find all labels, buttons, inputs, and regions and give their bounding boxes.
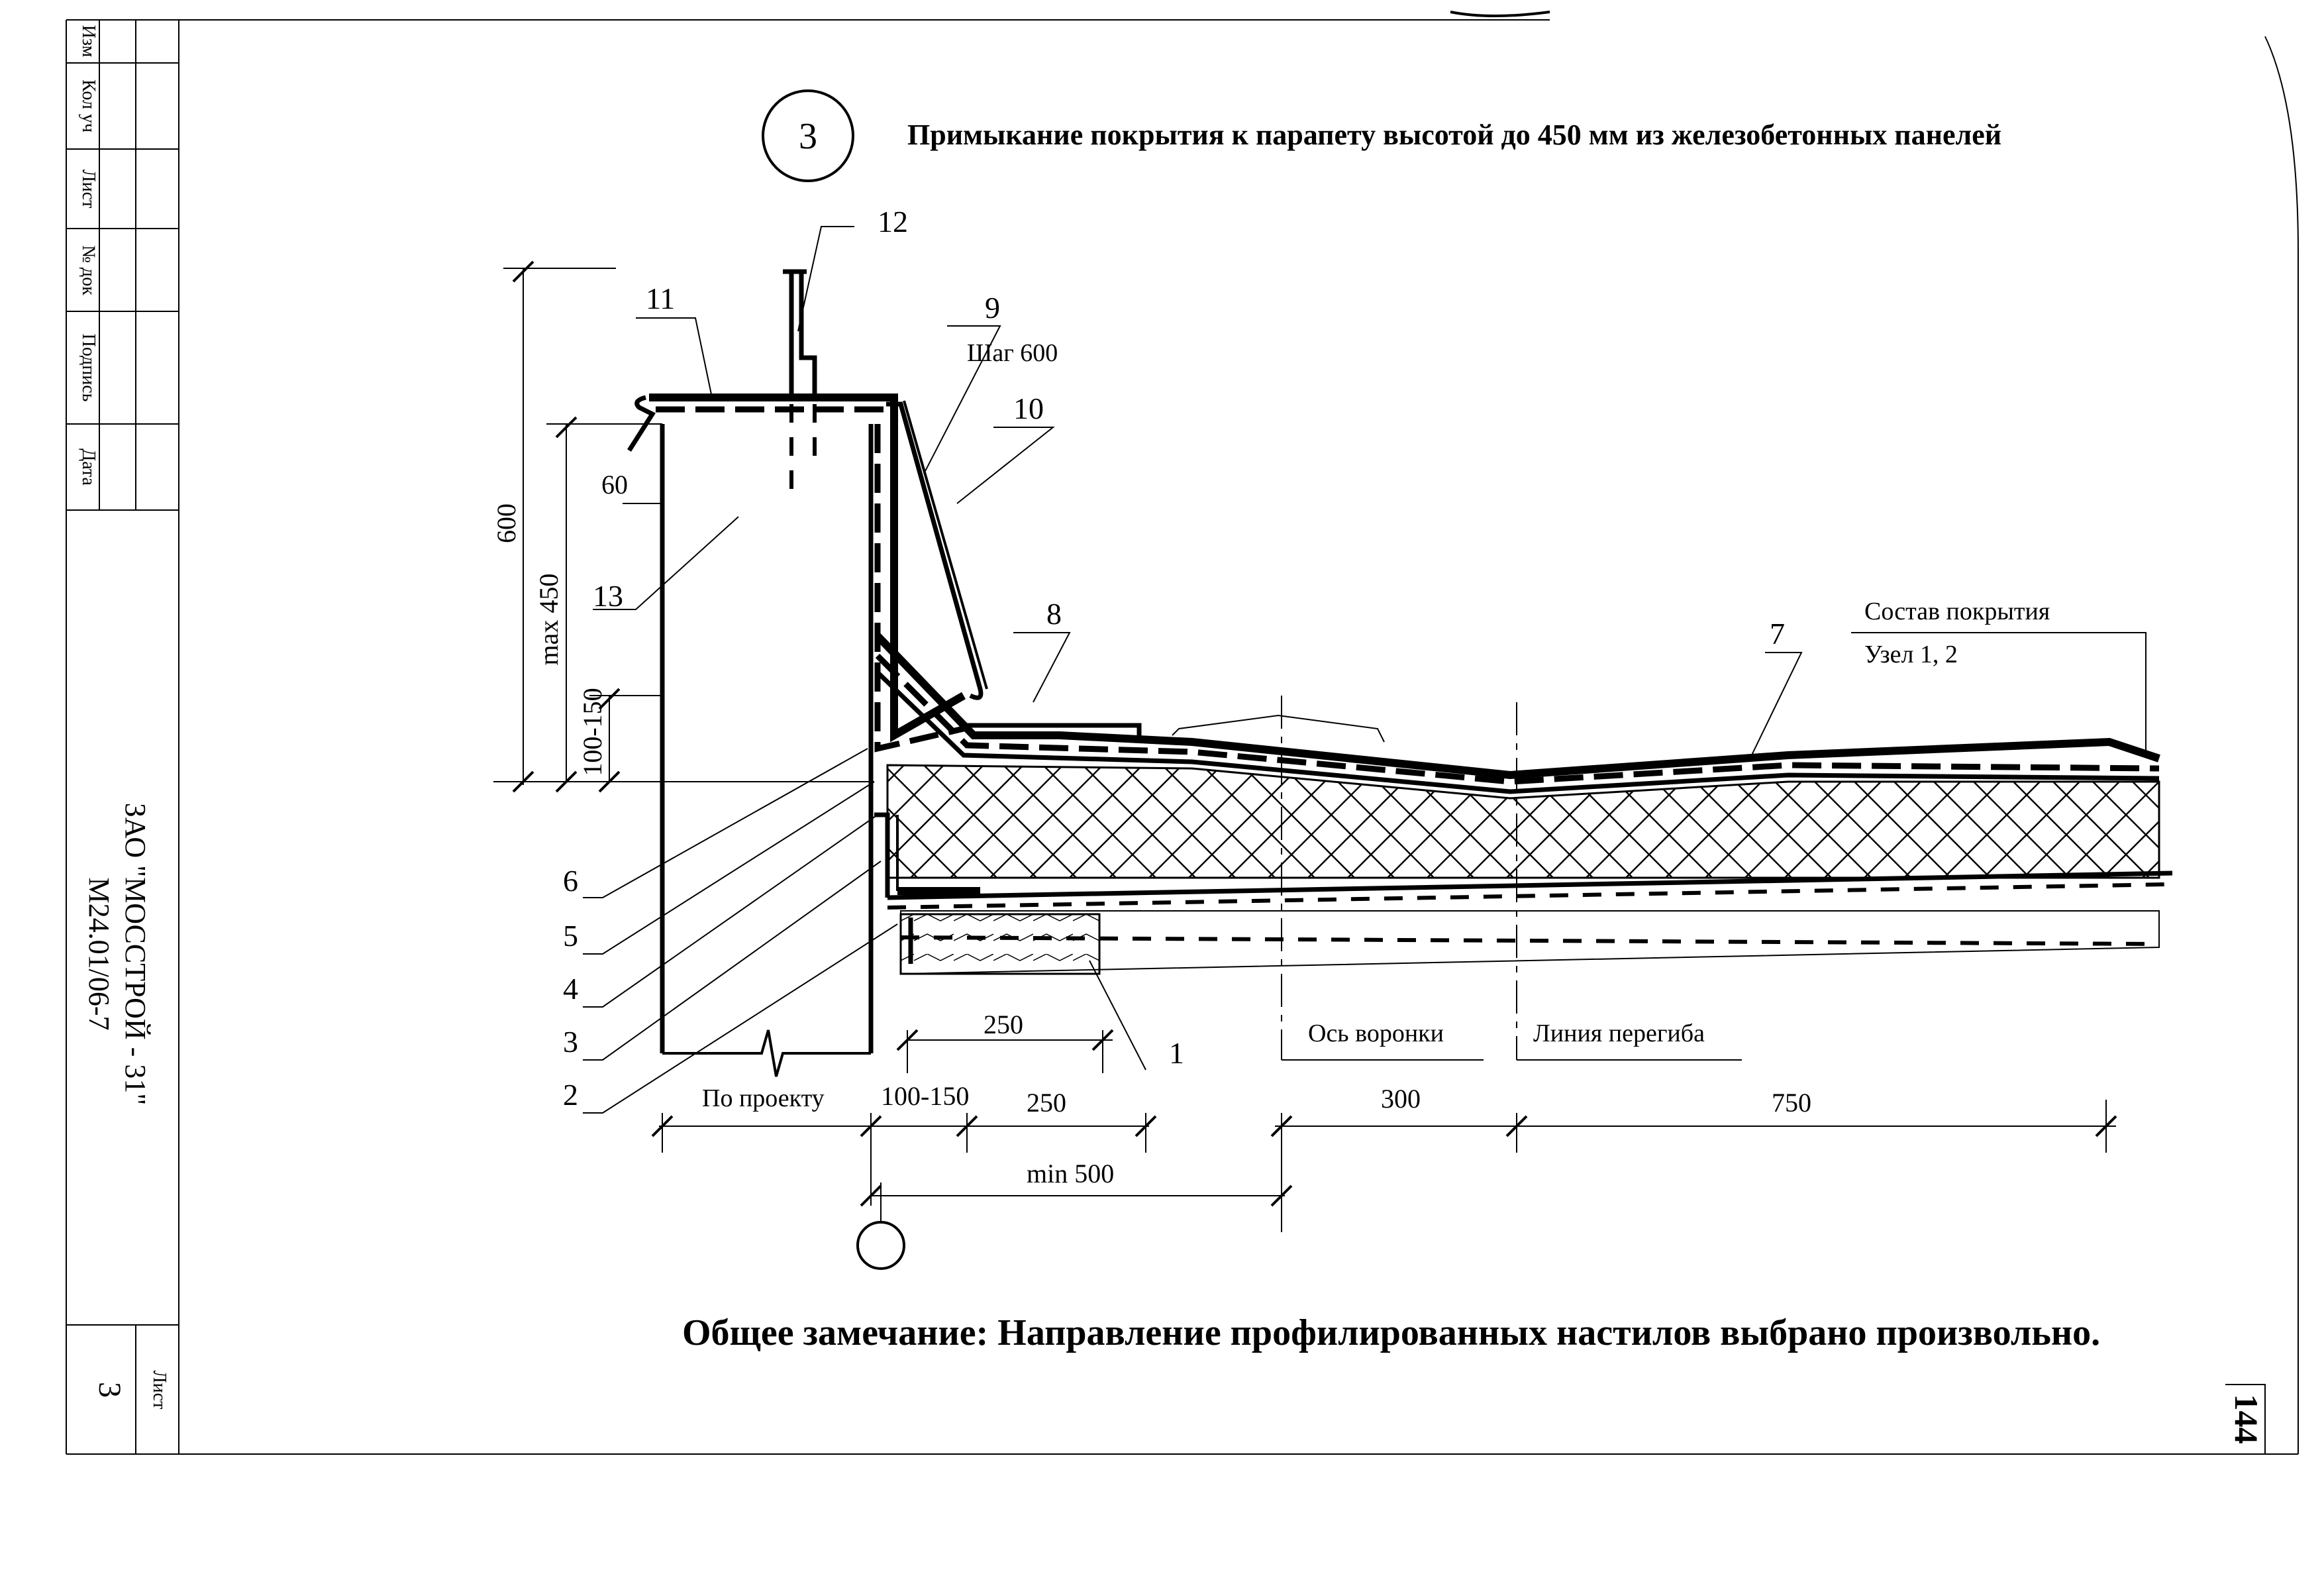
callout-10: 10: [1013, 392, 1044, 425]
callout-6: 6: [563, 864, 578, 898]
dim-60: 60: [601, 470, 628, 499]
note-bend-line: Линия перегиба: [1533, 1020, 1705, 1047]
company-name: ЗАО "МОССТРОЙ - 31": [119, 802, 152, 1106]
note-step: Шаг 600: [967, 339, 1058, 367]
note-funnel-axis: Ось воронки: [1308, 1020, 1444, 1047]
field-doc-no: № док: [78, 245, 99, 295]
dim-600: 600: [491, 503, 521, 543]
general-note: Общее замечание: Направление профилированных настилов выбрано произвольно.: [682, 1312, 2101, 1353]
callout-numbers: [563, 205, 1785, 1112]
node-number: 3: [799, 116, 817, 157]
field-list: Лист: [78, 169, 99, 209]
callout-7: 7: [1770, 617, 1785, 651]
sheet-number: 3: [92, 1382, 127, 1398]
dim-100-150: 100-150: [881, 1081, 970, 1111]
dim-250-lower: 250: [1027, 1088, 1066, 1118]
callout-9: 9: [985, 291, 1000, 325]
anchor-rod: [783, 272, 815, 503]
field-date: Дата: [78, 448, 99, 486]
dim-max-450: max 450: [534, 573, 564, 666]
field-izm: Изм: [78, 25, 99, 58]
dim-750: 750: [1772, 1088, 1811, 1118]
callout-4: 4: [563, 972, 578, 1006]
callout-3: 3: [563, 1025, 578, 1059]
dim-min-500: min 500: [1027, 1159, 1115, 1188]
dim-250-upper: 250: [984, 1010, 1023, 1039]
dim-100-150-vertical: 100-150: [578, 688, 607, 776]
support-beam: [901, 911, 2159, 974]
callout-1: 1: [1169, 1036, 1184, 1070]
callout-12: 12: [878, 205, 908, 238]
parapet-panel: [662, 424, 871, 1076]
note-by-project: По проекту: [702, 1084, 825, 1112]
sheet-frame: [66, 12, 2298, 1454]
dimensions: [493, 262, 2116, 1206]
callout-11: 11: [646, 282, 676, 315]
field-signature: Подпись: [78, 333, 99, 402]
callout-13: 13: [593, 579, 623, 613]
note-nodes-ref: Узел 1, 2: [1864, 641, 1958, 668]
document-code: М24.01/06-7: [83, 877, 115, 1031]
leader-lines: [583, 227, 2146, 1113]
callout-5: 5: [563, 919, 578, 953]
callout-8: 8: [1046, 597, 1062, 631]
sheet-label: Лист: [149, 1370, 170, 1410]
page-number: 144: [2228, 1394, 2265, 1444]
note-composition: Состав покрытия: [1864, 598, 2050, 625]
title-block: [78, 25, 2265, 1444]
node-title: Примыкание покрытия к парапету высотой до 450 мм из железобетонных панелей: [907, 119, 2002, 151]
callout-2: 2: [563, 1078, 578, 1112]
dim-300: 300: [1381, 1084, 1421, 1114]
field-kol-uch: Кол уч: [78, 79, 99, 132]
